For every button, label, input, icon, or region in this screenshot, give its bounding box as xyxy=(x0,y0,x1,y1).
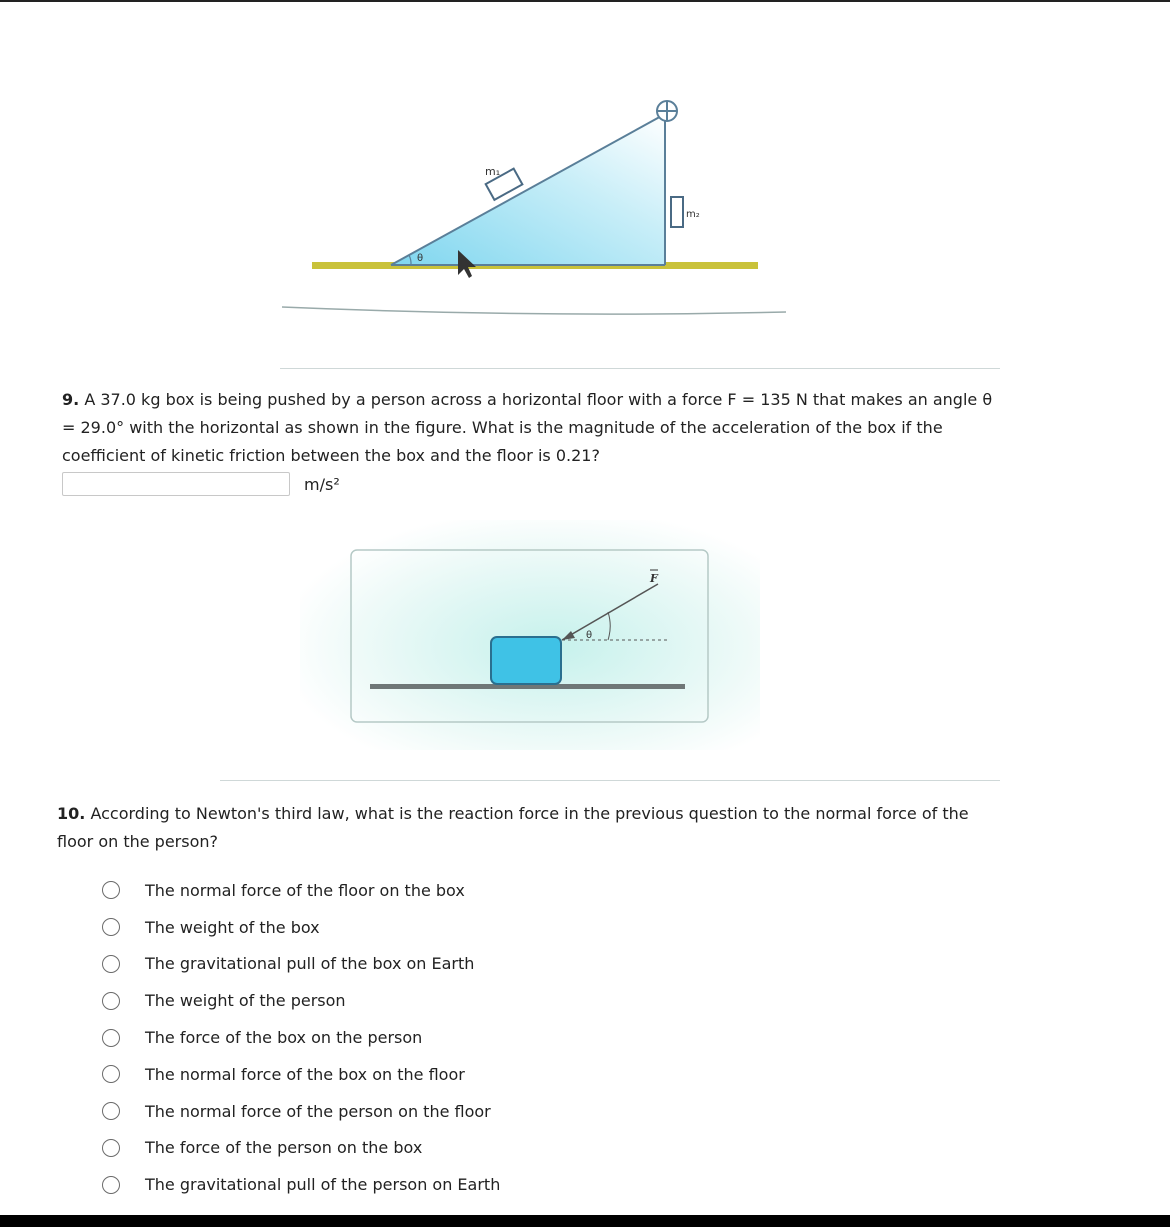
answer-unit: m/s² xyxy=(304,475,340,494)
acceleration-answer-input[interactable] xyxy=(62,472,290,496)
question-10-text: According to Newton's third law, what is the reaction force in the previous question to the normal force of the floor on the person? xyxy=(57,804,969,851)
pulley-icon xyxy=(657,101,677,121)
label-m2: m₂ xyxy=(686,209,700,220)
option-2[interactable]: The weight of the box xyxy=(102,909,500,946)
radio-button[interactable] xyxy=(102,955,120,973)
radio-button[interactable] xyxy=(102,1029,120,1047)
label-theta-1: θ xyxy=(417,253,424,264)
label-m1: m₁ xyxy=(485,165,501,178)
bottom-border xyxy=(0,1215,1170,1227)
radio-button[interactable] xyxy=(102,1176,120,1194)
question-10 xyxy=(57,800,997,856)
label-theta-2: θ xyxy=(586,630,593,641)
block-m2 xyxy=(671,197,683,227)
radio-button[interactable] xyxy=(102,1065,120,1083)
option-3[interactable]: The gravitational pull of the box on Earth xyxy=(102,946,500,983)
option-1[interactable]: The normal force of the floor on the box xyxy=(102,872,500,909)
option-5[interactable]: The force of the box on the person xyxy=(102,1019,500,1056)
question-10-number: 10. xyxy=(57,804,86,823)
box xyxy=(491,637,561,684)
option-7[interactable]: The normal force of the person on the floor xyxy=(102,1093,500,1130)
top-border xyxy=(0,0,1170,2)
divider xyxy=(280,368,1000,369)
option-8[interactable]: The force of the person on the box xyxy=(102,1130,500,1167)
radio-button[interactable] xyxy=(102,1139,120,1157)
label-force: F xyxy=(650,572,658,585)
radio-button[interactable] xyxy=(102,918,120,936)
box-force-figure xyxy=(300,520,760,750)
radio-button[interactable] xyxy=(102,992,120,1010)
option-4[interactable]: The weight of the person xyxy=(102,982,500,1019)
option-9[interactable]: The gravitational pull of the person on Earth xyxy=(102,1166,500,1203)
divider xyxy=(220,780,1000,781)
answer-options xyxy=(102,872,500,1203)
question-9 xyxy=(62,386,1002,470)
question-9-number: 9. xyxy=(62,390,80,409)
radio-button[interactable] xyxy=(102,1102,120,1120)
radio-button[interactable] xyxy=(102,881,120,899)
incline-pulley-figure xyxy=(278,90,798,320)
option-6[interactable]: The normal force of the box on the floor xyxy=(102,1056,500,1093)
question-9-text: A 37.0 kg box is being pushed by a person across a horizontal floor with a force F = 135 N that makes an angle θ = 29.0° with the horizontal as shown in the figure. What is the magnitude of the acceleration of the box if the coefficient of kinetic friction between the box and the floor is 0.21? xyxy=(62,390,993,465)
